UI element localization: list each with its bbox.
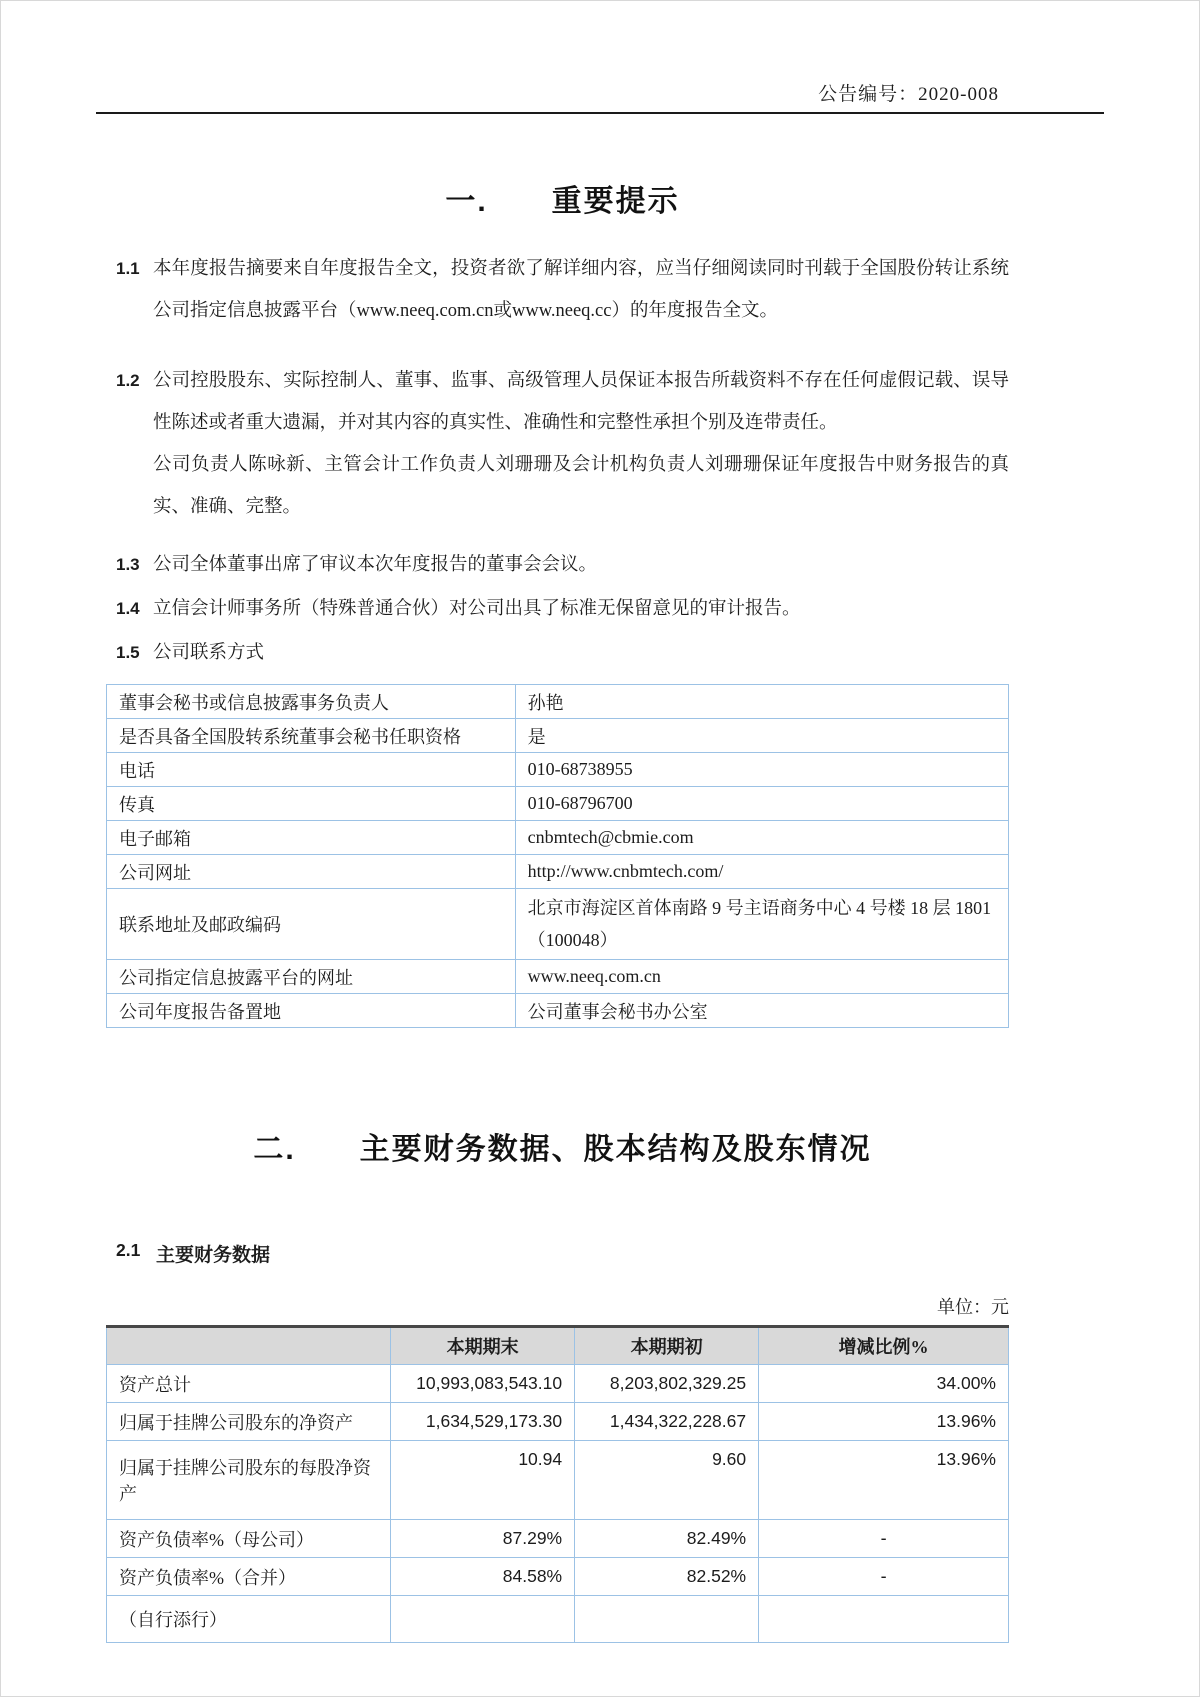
table-row: [107, 753, 1009, 787]
metric-change-value: 34.00%: [759, 1365, 1009, 1403]
table-row: [107, 787, 1009, 821]
subsection-title: 主要财务数据: [156, 1245, 271, 1266]
paragraph: 本年度报告摘要来自年度报告全文，投资者欲了解详细内容，应当仔细阅读同时刊载于全国股份转让系统公司指定信息披露平台（www.neeq.com.cn或www.neeq.cc）的年度报告全文。: [153, 259, 1009, 321]
metric-change-value: 13.96%: [759, 1403, 1009, 1441]
document-content: [116, 176, 1009, 1643]
item-number: 1.4: [116, 599, 140, 618]
item-1-5: [116, 632, 1009, 674]
contact-value: 是: [515, 719, 1008, 753]
metric-end-value: 1,634,529,173.30: [391, 1403, 575, 1441]
paragraph: 公司控股股东、实际控制人、董事、监事、高级管理人员保证本报告所载资料不存在任何虚假记载、误导性陈述或者重大遗漏，并对其内容的真实性、准确性和完整性承担个别及连带责任。: [153, 371, 1009, 433]
item-body: [153, 544, 1009, 586]
document-header: [96, 79, 1104, 114]
metric-label: 归属于挂牌公司股东的每股净资产: [107, 1441, 391, 1520]
contact-value: 孙艳: [515, 685, 1008, 719]
financial-table: [106, 1325, 1009, 1643]
contact-value: 北京市海淀区首体南路 9 号主语商务中心 4 号楼 18 层 1801（100048）: [515, 889, 1008, 960]
unit-label: 单位：元: [937, 1297, 1009, 1317]
metric-change-value: -: [759, 1558, 1009, 1596]
metric-end-value: 84.58%: [391, 1558, 575, 1596]
table-row: [107, 1558, 1009, 1596]
contact-label: 是否具备全国股转系统董事会秘书任职资格: [107, 719, 516, 753]
metric-end-value: 10.94: [391, 1441, 575, 1520]
item-body: [153, 588, 1009, 630]
item-1-4: [116, 588, 1009, 630]
contact-value: 公司董事会秘书办公室: [515, 994, 1008, 1028]
table-row: [107, 960, 1009, 994]
table-row: [107, 719, 1009, 753]
item-body: [153, 360, 1009, 528]
metric-label: 归属于挂牌公司股东的净资产: [107, 1403, 391, 1441]
item-1-3: [116, 544, 1009, 586]
table-row: [107, 1403, 1009, 1441]
contact-value: 010-68796700: [515, 787, 1008, 821]
metric-end-value: 10,993,083,543.10: [391, 1365, 575, 1403]
item-number: 1.1: [116, 259, 140, 278]
paragraph: 公司负责人陈咏新、主管会计工作负责人刘珊珊及会计机构负责人刘珊珊保证年度报告中财务报告的真实、准确、完整。: [153, 455, 1009, 517]
metric-change-value: -: [759, 1520, 1009, 1558]
contact-label: 传真: [107, 787, 516, 821]
metric-begin-value: 1,434,322,228.67: [575, 1403, 759, 1441]
contact-label: 电子邮箱: [107, 821, 516, 855]
item-number: 1.5: [116, 643, 140, 662]
metric-label: 资产负债率%（合并）: [107, 1558, 391, 1596]
item-1-2: [116, 360, 1009, 528]
contact-value: http://www.cnbmtech.com/: [515, 855, 1008, 889]
metric-end-value: 87.29%: [391, 1520, 575, 1558]
contact-table: [106, 684, 1009, 1028]
contact-label: 电话: [107, 753, 516, 787]
table-row: [107, 821, 1009, 855]
metric-begin-value: 9.60: [575, 1441, 759, 1520]
item-1-1: [116, 248, 1009, 332]
metric-change-value: [759, 1596, 1009, 1643]
metric-begin-value: 82.49%: [575, 1520, 759, 1558]
metric-label: 资产总计: [107, 1365, 391, 1403]
metric-label: 资产负债率%（母公司）: [107, 1520, 391, 1558]
header-cell-period-begin: 本期期初: [575, 1327, 759, 1365]
table-row: [107, 1520, 1009, 1558]
metric-begin-value: 8,203,802,329.25: [575, 1365, 759, 1403]
section-2-title: 二. 主要财务数据、股本结构及股东情况: [253, 1133, 872, 1166]
paragraph: 公司全体董事出席了审议本次年度报告的董事会会议。: [153, 555, 598, 575]
item-number: 1.2: [116, 371, 140, 390]
item-number: 1.3: [116, 555, 140, 574]
table-row: [107, 1596, 1009, 1643]
contact-label: 公司网址: [107, 855, 516, 889]
item-body: [153, 248, 1009, 332]
header-cell-change-ratio: 增减比例%: [759, 1327, 1009, 1365]
contact-label: 公司指定信息披露平台的网址: [107, 960, 516, 994]
table-row: [107, 1441, 1009, 1520]
paragraph: 公司联系方式: [153, 643, 265, 663]
metric-begin-value: 82.52%: [575, 1558, 759, 1596]
subsection-2-1-heading: [116, 1240, 1009, 1267]
metric-begin-value: [575, 1596, 759, 1643]
contact-value: www.neeq.com.cn: [515, 960, 1008, 994]
table-row: [107, 994, 1009, 1028]
announcement-number: 公告编号：2020-008: [818, 84, 999, 105]
table-row: [107, 889, 1009, 960]
section-1-title: 一. 重要提示: [445, 185, 680, 218]
contact-label: 董事会秘书或信息披露事务负责人: [107, 685, 516, 719]
table-header-row: [107, 1327, 1009, 1365]
contact-value: 010-68738955: [515, 753, 1008, 787]
table-row: [107, 855, 1009, 889]
paragraph: 立信会计师事务所（特殊普通合伙）对公司出具了标准无保留意见的审计报告。: [153, 599, 801, 619]
metric-change-value: 13.96%: [759, 1441, 1009, 1520]
contact-label: 联系地址及邮政编码: [107, 889, 516, 960]
contact-label: 公司年度报告备置地: [107, 994, 516, 1028]
header-cell-item: [107, 1327, 391, 1365]
table-row: [107, 1365, 1009, 1403]
item-body: [153, 632, 1009, 674]
table-row: [107, 685, 1009, 719]
subsection-number: 2.1: [116, 1240, 141, 1260]
metric-end-value: [391, 1596, 575, 1643]
contact-value: cnbmtech@cbmie.com: [515, 821, 1008, 855]
header-cell-period-end: 本期期末: [391, 1327, 575, 1365]
metric-label: （自行添行）: [107, 1596, 391, 1643]
